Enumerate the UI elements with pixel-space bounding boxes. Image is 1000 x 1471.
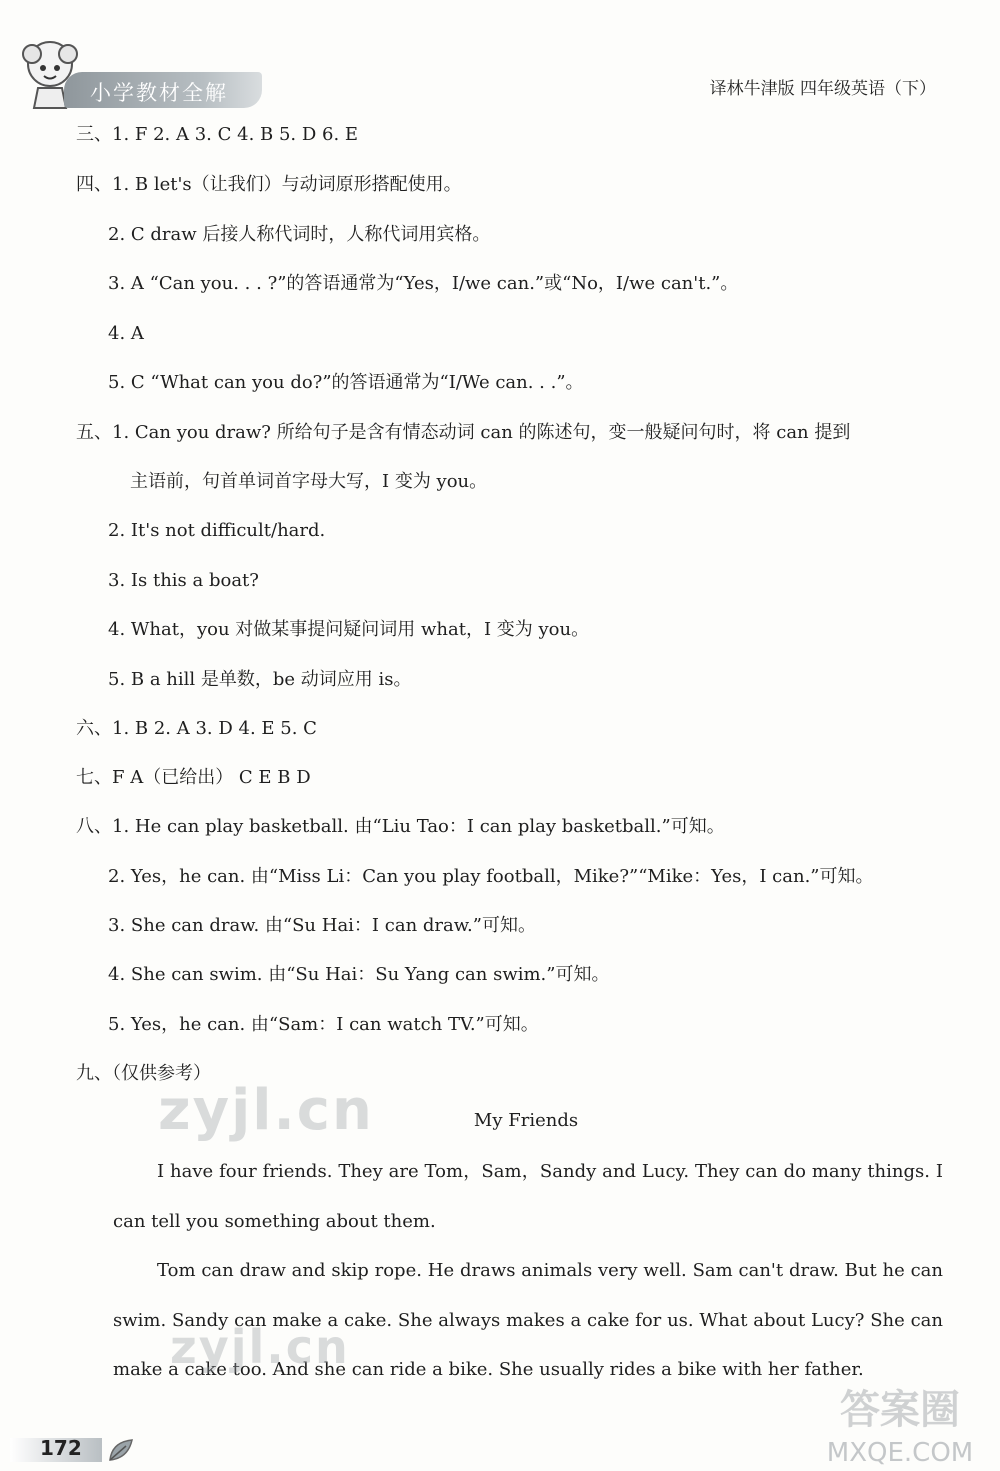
answer-line: 五、1. Can you draw? 所给句子是含有情态动词 can 的陈述句，变一般疑问句时，将 can 提到: [76, 422, 851, 443]
answer-line: 4. A: [108, 323, 144, 344]
answer-line: 六、1. B 2. A 3. D 4. E 5. C: [76, 718, 317, 739]
answer-line: 主语前，句首单词首字母大写，I 变为 you。: [130, 471, 488, 492]
answer-line: 3. Is this a boat?: [108, 570, 259, 591]
answer-line: 2. C draw 后接人称代词时，人称代词用宾格。: [108, 224, 491, 245]
answer-line: 4. She can swim. 由“Su Hai：Su Yang can swim.”可知。: [108, 964, 610, 985]
answer-line: 5. B a hill 是单数，be 动词应用 is。: [108, 669, 412, 690]
answer-line: 八、1. He can play basketball. 由“Liu Tao：I can play basketball.”可知。: [76, 816, 725, 837]
page-number: 172: [40, 1436, 82, 1460]
watermark-text: zyjl.cn: [158, 1078, 374, 1143]
answer-line: 四、1. B let's（让我们）与动词原形搭配使用。: [76, 174, 462, 195]
essay-paragraph: I have four friends. They are Tom，Sam，Sandy and Lucy. They can do many things. I can tell you something about them.: [113, 1161, 943, 1232]
answer-line: 5. C “What can you do?”的答语通常为“I/We can. . .”。: [108, 372, 584, 393]
answer-line: 3. She can draw. 由“Su Hai：I can draw.”可知。: [108, 915, 536, 936]
answer-line: 5. Yes，he can. 由“Sam：I can watch TV.”可知。: [108, 1014, 539, 1035]
answer-line: 2. It's not difficult/hard.: [108, 520, 326, 541]
series-title: 小学教材全解: [90, 81, 228, 105]
answer-line: 三、1. F 2. A 3. C 4. B 5. D 6. E: [76, 124, 359, 145]
answer-line: 3. A “Can you. . . ?”的答语通常为“Yes，I/we can.”或“No，I/we can't.”。: [108, 273, 739, 294]
svg-text:MXQE.COM: MXQE.COM: [826, 1438, 974, 1468]
watermark-logo-icon: [800, 1375, 1000, 1471]
watermark-text: zyjl.cn: [170, 1320, 350, 1374]
answer-line: 七、F A（已给出） C E B D: [76, 767, 311, 788]
page-footer: [10, 1436, 140, 1464]
answer-line: 九、（仅供参考）: [76, 1063, 211, 1084]
essay-title: My Friends: [473, 1110, 579, 1131]
leaf-icon: [106, 1436, 136, 1464]
page-header: [0, 0, 1000, 110]
svg-text:答案圈: 答案圈: [840, 1387, 960, 1433]
answer-line: 4. What，you 对做某事提问疑问词用 what，I 变为 you。: [108, 619, 590, 640]
answer-line: 2. Yes，he can. 由“Miss Li：Can you play football，Mike?”“Mike：Yes，I can.”可知。: [108, 866, 874, 887]
edition-label: 译林牛津版 四年级英语（下）: [709, 79, 936, 99]
essay-paragraph: Tom can draw and skip rope. He draws animals very well. Sam can't draw. But he can swim. Sandy can make a cake. She always makes a cake for us. What about Lucy? She can make a cake too. And she can ride a bike. She usually rides a bike with her father.: [113, 1260, 943, 1380]
